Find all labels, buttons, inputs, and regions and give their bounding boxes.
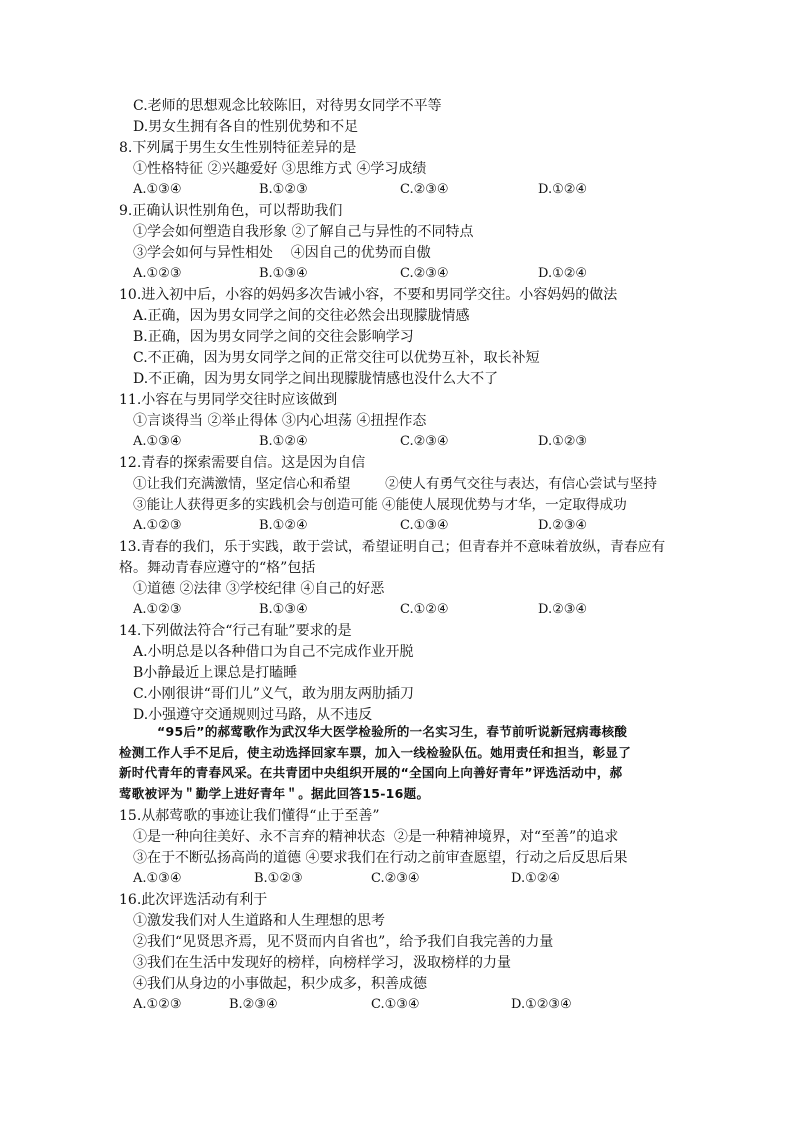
q8-items: ①性格特征 ②兴趣爱好 ③思维方式 ④学习成绩 — [133, 161, 427, 177]
q11-items: ①言谈得当 ②举止得体 ③内心坦荡 ④扭捏作态 — [133, 413, 427, 429]
q16-option-c: C.①③④ — [371, 997, 420, 1012]
q15-stem: 15.从郝莺歌的事迹让我们懂得“止于至善” — [119, 808, 380, 824]
material-line-2: 检测工作人手不足后，使主动选择回家车票，加入一线检验队伍。她用责任和担当，彰显了 — [119, 744, 632, 760]
q11-option-d: D.①②③ — [538, 434, 588, 449]
q13-option-b: B.①③④ — [259, 602, 308, 617]
q7-option-d: D.男女生拥有各自的性别优势和不足 — [133, 119, 359, 135]
q12-option-d: D.②③④ — [538, 518, 588, 533]
q13-stem-1: 13.青春的我们，乐于实践，敢于尝试，希望证明自己；但青春并不意味着放纵，青春应有 — [119, 539, 666, 555]
q14-option-d: D.小强遵守交通规则过马路，从不违反 — [133, 707, 373, 723]
q16-option-d: D.①②③④ — [511, 997, 572, 1012]
q14-stem: 14.下列做法符合“行己有耻”要求的是 — [119, 623, 352, 639]
q11-option-b: B.①②④ — [259, 434, 308, 449]
q11-option-c: C.②③④ — [400, 434, 449, 449]
q12-option-b: B.①②④ — [259, 518, 308, 533]
q12-items-1: ①让我们充满激情，坚定信心和希望 ②使人有勇气交往与表达，有信心尝试与坚持 — [133, 476, 657, 492]
q7-option-c: C.老师的思想观念比较陈旧，对待男女同学不平等 — [133, 98, 442, 114]
q9-items-1: ①学会如何塑造自我形象 ②了解自己与异性的不同特点 — [133, 224, 474, 240]
q13-items: ①道德 ②法律 ③学校纪律 ④自己的好恶 — [133, 581, 385, 597]
q13-option-c: C.①②④ — [400, 602, 449, 617]
material-line-1: “95后”的郝莺歌作为武汉华大医学检验所的一名实习生，春节前听说新冠病毒核酸 — [157, 724, 628, 739]
q16-item-3: ③我们在生活中发现好的榜样，向榜样学习，汲取榜样的力量 — [133, 955, 511, 971]
q9-items-2: ③学会如何与异性相处 ④因自己的优势而自傲 — [133, 245, 431, 261]
q16-item-2: ②我们“见贤思齐焉，见不贤而内自省也”，给予我们自我完善的力量 — [133, 934, 554, 950]
q12-option-c: C.①③④ — [400, 518, 449, 533]
q16-option-a: A.①②③ — [133, 997, 182, 1012]
q8-option-d: D.①②④ — [538, 182, 588, 197]
q10-option-b: B.正确，因为男女同学之间的交往会影响学习 — [133, 329, 414, 345]
q15-option-c: C.②③④ — [371, 871, 420, 886]
q8-option-c: C.②③④ — [400, 182, 449, 197]
reading-material — [119, 722, 674, 804]
q10-stem: 10.进入初中后，小容的妈妈多次告诫小容，不要和男同学交往。小容妈妈的做法 — [119, 287, 618, 303]
q12-stem: 12.青春的探索需要自信。这是因为自信 — [119, 455, 366, 471]
q11-option-a: A.①③④ — [133, 434, 182, 449]
q16-option-b: B.②③④ — [229, 997, 278, 1012]
q13-option-d: D.②③④ — [538, 602, 588, 617]
q8-stem: 8.下列属于男生女生性别特征差异的是 — [119, 140, 357, 156]
q9-option-a: A.①②③ — [133, 266, 182, 281]
q8-option-a: A.①③④ — [133, 182, 182, 197]
q9-option-b: B.①③④ — [259, 266, 308, 281]
q14-option-b: B小静最近上课总是打瞌睡 — [133, 665, 298, 681]
material-line-4: 莺歌被评为＂勤学上进好青年＂。据此回答15-16题。 — [119, 785, 430, 801]
q15-option-b: B.①②③ — [254, 871, 303, 886]
q9-option-d: D.①②④ — [538, 266, 588, 281]
q12-items-2: ③能让人获得更多的实践机会与创造可能 ④能使人展现优势与才华，一定取得成功 — [133, 497, 627, 513]
q15-items-1: ①是一种向往美好、永不言弃的精神状态 ②是一种精神境界，对“至善”的追求 — [133, 829, 619, 845]
q16-stem: 16.此次评选活动有利于 — [119, 892, 268, 908]
q15-option-a: A.①③④ — [133, 871, 182, 886]
q9-option-c: C.②③④ — [400, 266, 449, 281]
q8-option-b: B.①②③ — [259, 182, 308, 197]
q13-stem-2: 格。舞动青春应遵守的“格”包括 — [119, 560, 316, 576]
q14-option-c: C.小刚很讲“哥们儿”义气，敢为朋友两肋插刀 — [133, 686, 414, 702]
q16-item-1: ①激发我们对人生道路和人生理想的思考 — [133, 913, 385, 929]
q11-stem: 11.小容在与男同学交往时应该做到 — [119, 392, 338, 408]
q10-option-a: A.正确，因为男女同学之间的交往必然会出现朦胧情感 — [133, 308, 470, 324]
q10-option-c: C.不正确，因为男女同学之间的正常交往可以优势互补，取长补短 — [133, 350, 540, 366]
q16-item-4: ④我们从身边的小事做起，积少成多，积善成德 — [133, 976, 427, 992]
q12-option-a: A.①②③ — [133, 518, 182, 533]
q9-stem: 9.正确认识性别角色，可以帮助我们 — [119, 203, 343, 219]
q10-option-d: D.不正确，因为男女同学之间出现朦胧情感也没什么大不了 — [133, 371, 499, 387]
q15-option-d: D.①②④ — [511, 871, 561, 886]
q15-items-2: ③在于不断弘扬高尚的道德 ④要求我们在行动之前审查愿望，行动之后反思后果 — [133, 850, 628, 866]
material-line-3: 新时代青年的青春风采。在共青团中央组织开展的“全国向上向善好青年”评选活动中，郝 — [119, 765, 623, 780]
q13-option-a: A.①②③ — [133, 602, 182, 617]
q14-option-a: A.小明总是以各种借口为自己不完成作业开脱 — [133, 644, 414, 660]
